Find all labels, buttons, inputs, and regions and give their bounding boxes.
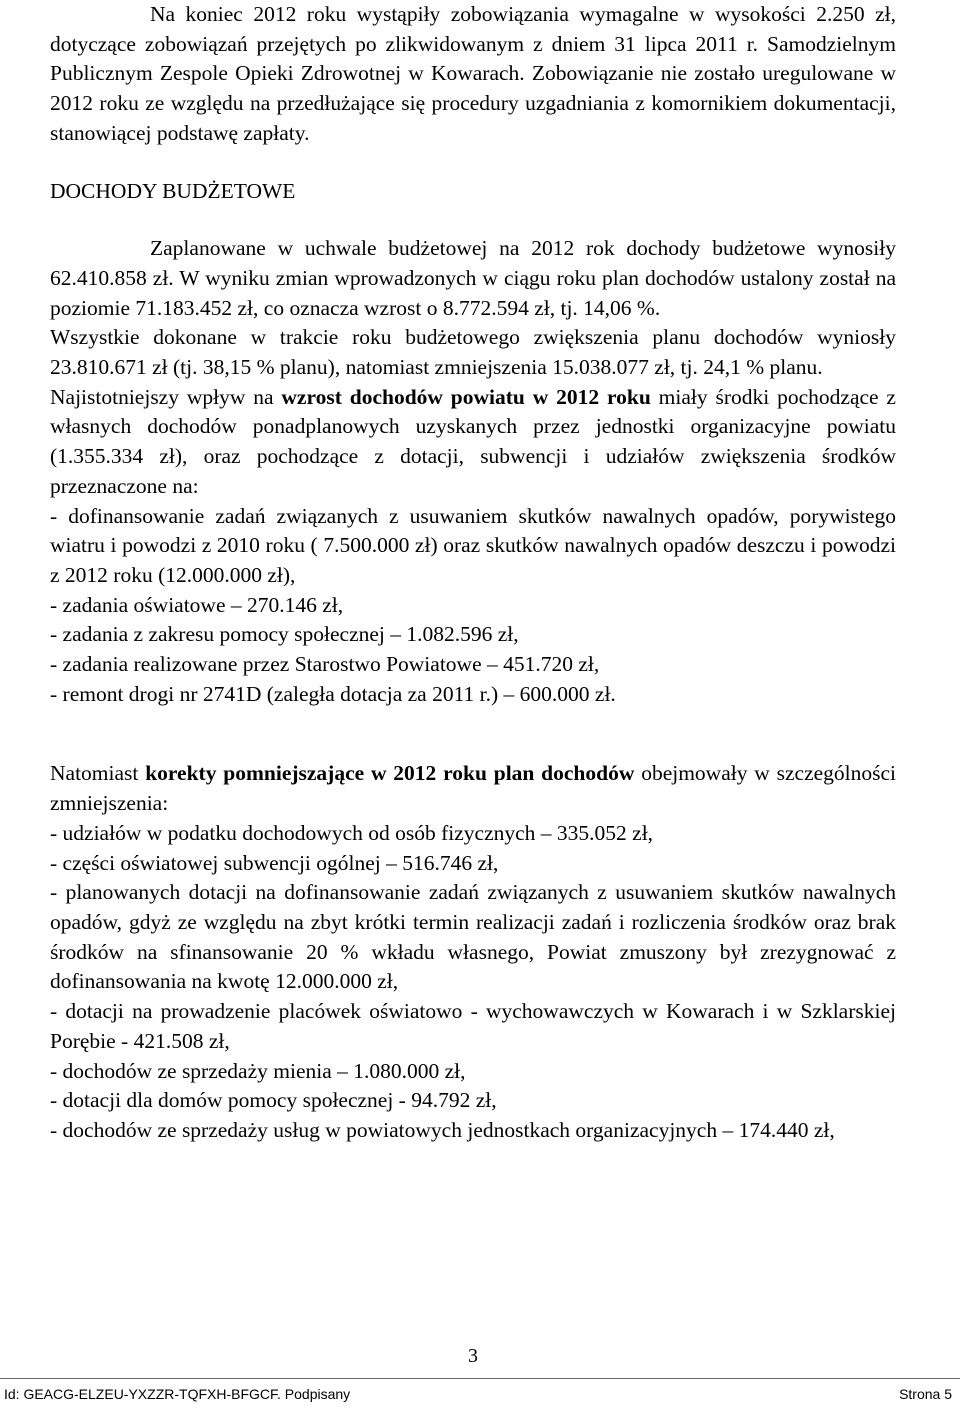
paragraph-revenue-increase: Najistotniejszy wpływ na wzrost dochodów powiatu w 2012 roku miały środki pochodzące z własnych dochodów ponadplanowych uzyskanych przez jednostki organizacyjne powiatu (1.355.334 zł), oraz pochodzące z dotacji, subwencji i udziałów zwiększenia środków przeznaczone na: <box>50 384 896 498</box>
list-item: - zadania oświatowe – 270.146 zł, <box>50 592 344 617</box>
document-page <box>50 0 896 1146</box>
paragraph-planned-revenue: Zaplanowane w uchwale budżetowej na 2012 rok dochody budżetowe wynosiły 62.410.858 zł. W wyniku zmian wprowadzonych w ciągu roku plan dochodów ustalony został na poziomie 71.183.452 zł, co oznacza wzrost o 8.772.594 zł, tj. 14,06 %. <box>50 236 896 320</box>
list-item: - dotacji na prowadzenie placówek oświatowo - wychowawczych w Kowarach i w Szklarskiej Porębie - 421.508 zł, <box>50 999 896 1053</box>
list-item: - zadania realizowane przez Starostwo Powiatowe – 451.720 zł, <box>50 652 600 677</box>
increase-list <box>50 502 896 710</box>
section-heading: DOCHODY BUDŻETOWE <box>50 178 296 203</box>
bold-phrase: korekty pomniejszające w 2012 roku plan dochodów <box>145 761 635 786</box>
list-item: - planowanych dotacji na dofinansowanie zadań związanych z usuwaniem skutków nawalnych opadów, gdyż ze względu na zbyt krótki termin realizacji zadań i rozliczenia środków oraz brak środków na sfinansowanie 20 % wkładu własnego, Powiat zmuszony był zrezygnować z dofinansowania na kwotę 12.000.000 zł, <box>50 880 896 994</box>
paragraph-revenue-decrease: Natomiast korekty pomniejszające w 2012 roku plan dochodów obejmowały w szczególności zmniejszenia: <box>50 761 897 816</box>
list-item: - dochodów ze sprzedaży mienia – 1.080.000 zł, <box>50 1058 466 1083</box>
list-item: - dotacji dla domów pomocy społecznej - 94.792 zł, <box>50 1088 497 1113</box>
list-item: - remont drogi nr 2741D (zaległa dotacja za 2011 r.) – 600.000 zł. <box>50 681 616 706</box>
footer-page-label: Strona 5 <box>899 1386 952 1402</box>
document-id: Id: GEACG-ELZEU-YXZZR-TQFXH-BFGCF. Podpisany <box>4 1386 351 1402</box>
decrease-list <box>50 819 896 1146</box>
paragraph-liabilities: Na koniec 2012 roku wystąpiły zobowiązania wymagalne w wysokości 2.250 zł, dotyczące zobowiązań przejętych po zlikwidowanym z dniem 31 lipca 2011 r. Samodzielnym Publicznym Zespole Opieki Zdrowotnej w Kowarach. Zobowiązanie nie zostało uregulowane w 2012 roku ze względu na przedłużające się procedury uzgadniania z komornikiem dokumentacji, stanowiącej podstawę zapłaty. <box>50 2 896 145</box>
list-item: - części oświatowej subwencji ogólnej – 516.746 zł, <box>50 850 499 875</box>
list-item: - udziałów w podatku dochodowych od osób fizycznych – 335.052 zł, <box>50 820 654 845</box>
list-item: - dochodów ze sprzedaży usług w powiatowych jednostkach organizacyjnych – 174.440 zł, <box>50 1117 835 1142</box>
bold-phrase: wzrost dochodów powiatu w 2012 roku <box>281 384 651 409</box>
list-item: - zadania z zakresu pomocy społecznej – 1.082.596 zł, <box>50 622 519 647</box>
footer-divider <box>0 1378 960 1379</box>
page-number: 3 <box>468 1345 478 1367</box>
paragraph-plan-changes: Wszystkie dokonane w trakcie roku budżetowego zwiększenia planu dochodów wyniosły 23.810.671 zł (tj. 38,15 % planu), natomiast zmniejszenia 15.038.077 zł, tj. 24,1 % planu. <box>50 325 896 380</box>
list-item: - dofinansowanie zadań związanych z usuwaniem skutków nawalnych opadów, porywistego wiatru i powodzi z 2010 roku ( 7.500.000 zł) oraz skutków nawalnych opadów deszczu i powodzi z 2012 roku (12.000.000 zł), <box>50 503 896 587</box>
